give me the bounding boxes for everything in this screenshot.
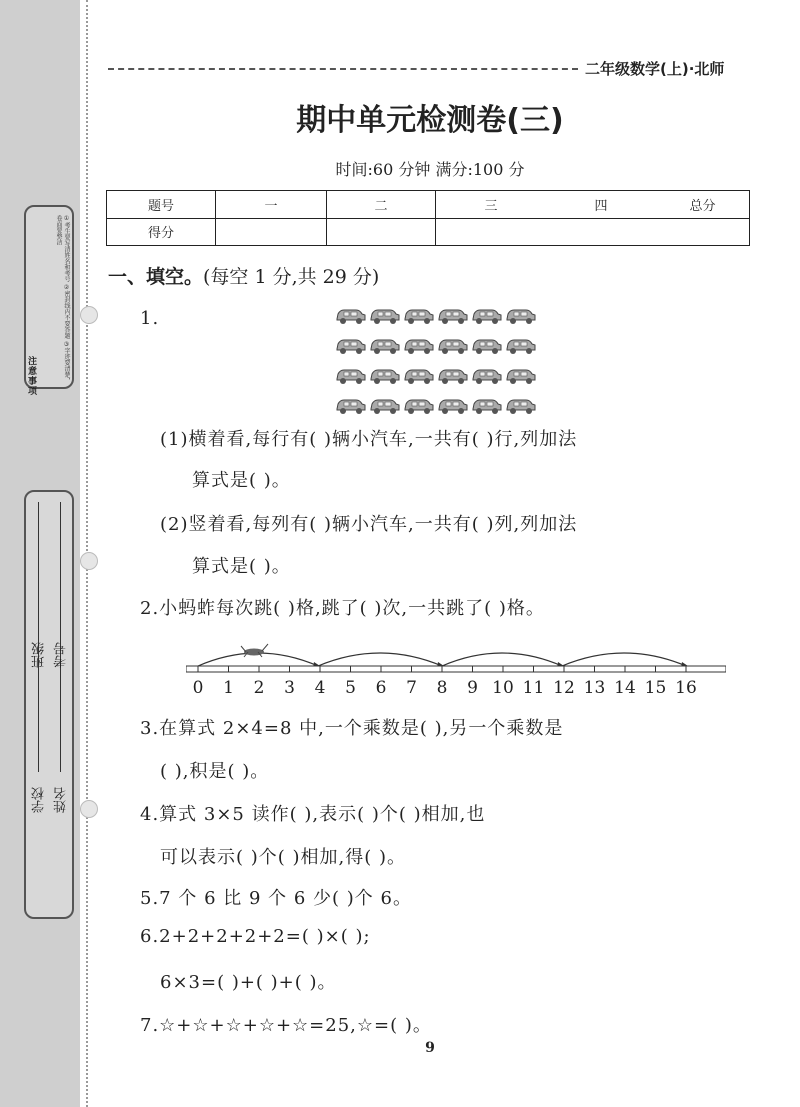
school-label: 学校 [32, 787, 47, 813]
car-icon [505, 305, 539, 329]
score-header-cell: 四 [546, 191, 656, 219]
car-icon [335, 395, 369, 419]
car-icon [471, 395, 505, 419]
score-header-cell: 三 [436, 191, 547, 219]
car-icon [505, 395, 539, 419]
car-icon [471, 305, 505, 329]
car-icon [403, 365, 437, 389]
section-note: (每空 1 分,共 29 分) [203, 266, 380, 288]
q3-line1: 3.在算式 2×4=8 中,一个乘数是( ),另一个乘数是 [140, 718, 564, 739]
tick-label: 2 [253, 678, 265, 698]
q1-part1-line1: (1)横着看,每行有( )辆小汽车,一共有( )行,列加法 [160, 429, 578, 450]
score-table [106, 190, 750, 246]
score-header-cell: 二 [327, 191, 436, 219]
q6-line2: 6×3=( )+( )+( )。 [160, 972, 337, 993]
score-header-cell: 一 [216, 191, 327, 219]
car-icon [403, 305, 437, 329]
q7-text: 7.☆+☆+☆+☆+☆=25,☆=( )。 [140, 1015, 432, 1036]
q5-text: 5.7 个 6 比 9 个 6 少( )个 6。 [140, 888, 412, 909]
car-icon [505, 335, 539, 359]
q1-number: 1. [140, 308, 160, 329]
car-icon [369, 305, 403, 329]
car-icon [471, 365, 505, 389]
time-info: 时间:60 分钟 满分:100 分 [335, 160, 525, 179]
q2-text: 2.小蚂蚱每次跳( )格,跳了( )次,一共跳了( )格。 [140, 598, 545, 619]
name-label: 姓名 [54, 787, 69, 813]
tick-label: 9 [467, 678, 478, 698]
tick-label: 1 [223, 678, 234, 698]
q3-line2: ( ),积是( )。 [160, 761, 270, 782]
section-heading [108, 262, 379, 289]
car-icon [471, 335, 505, 359]
number-line [186, 638, 726, 698]
tick-label: 14 [614, 678, 636, 698]
car-icon [335, 305, 369, 329]
tick-label: 6 [375, 678, 387, 698]
tick-label: 10 [492, 678, 514, 698]
score-cell[interactable] [436, 218, 547, 246]
binding-hole [80, 306, 98, 324]
school-line[interactable] [38, 502, 39, 772]
car-icon [403, 395, 437, 419]
score-header-cell: 题号 [107, 191, 216, 219]
score-cell[interactable] [546, 218, 656, 246]
tick-label: 16 [675, 678, 697, 698]
q1-part2-line1: (2)竖着看,每列有( )辆小汽车,一共有( )列,列加法 [160, 514, 578, 535]
score-cell[interactable] [327, 218, 436, 246]
jump-arc [442, 653, 562, 666]
grasshopper-icon [241, 644, 268, 657]
number-line-graphic [186, 638, 726, 683]
name-line[interactable] [60, 502, 61, 772]
car-icon [505, 365, 539, 389]
student-info-box [24, 490, 74, 919]
tick-label: 12 [553, 678, 575, 698]
book-tag: 二年级数学(上)·北师 [585, 60, 725, 78]
page-title: 期中单元检测卷(三) [296, 103, 564, 138]
car-icon [335, 335, 369, 359]
tick-label: 13 [583, 678, 606, 698]
jump-arc [318, 653, 442, 666]
notice-box [24, 205, 74, 397]
tick-label: 8 [436, 678, 448, 698]
tick-label: 5 [345, 678, 356, 698]
q1-part1-line2: 算式是( )。 [192, 470, 291, 491]
tick-label: 3 [284, 678, 295, 698]
page-number: 9 [425, 1040, 435, 1056]
score-label-cell: 得分 [107, 218, 216, 246]
tick-label: 0 [192, 678, 204, 698]
car-icon [403, 335, 437, 359]
score-cell[interactable] [656, 218, 750, 246]
car-icon [335, 365, 369, 389]
tick-label: 11 [522, 678, 545, 698]
header-dashed-rule [108, 68, 578, 70]
notice-text: ①考生要写清姓名和考号 ②密封线内不要答题 ③字迹要清楚，卷面要整洁 [55, 215, 70, 384]
car-icon [437, 365, 471, 389]
jump-arc [562, 653, 686, 666]
score-cell[interactable] [216, 218, 327, 246]
tick-label: 15 [644, 678, 667, 698]
car-grid [335, 305, 539, 419]
tick-label: 7 [406, 678, 417, 698]
notice-title: 注意事项 [28, 357, 38, 397]
tick-label: 4 [314, 678, 326, 698]
class-label: 班级 [32, 642, 47, 668]
car-icon [369, 365, 403, 389]
binding-hole [80, 552, 98, 570]
q4-line1: 4.算式 3×5 读作( ),表示( )个( )相加,也 [140, 804, 486, 825]
q6-line1: 6.2+2+2+2+2=( )×( ); [140, 926, 371, 947]
q4-line2: 可以表示( )个( )相加,得( )。 [160, 847, 407, 868]
number-line-bar [186, 666, 726, 672]
car-icon [369, 335, 403, 359]
car-icon [369, 395, 403, 419]
section-title: 一、填空。 [108, 266, 204, 288]
q1-part2-line2: 算式是( )。 [192, 556, 291, 577]
binding-hole [80, 800, 98, 818]
car-icon [437, 335, 471, 359]
exam-no-label: 考号 [54, 642, 69, 668]
car-icon [437, 305, 471, 329]
score-header-cell: 总分 [656, 191, 750, 219]
car-icon [437, 395, 471, 419]
